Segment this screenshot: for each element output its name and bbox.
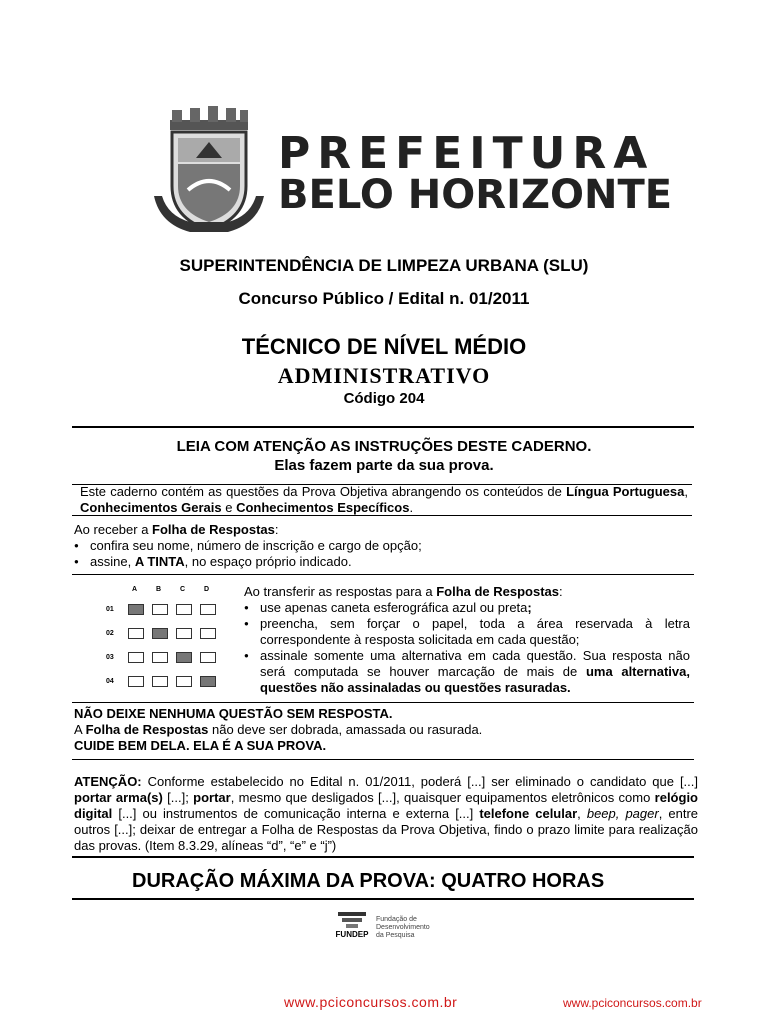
- answer-bubble: [176, 652, 192, 663]
- answer-bubble: [200, 652, 216, 663]
- divider: [72, 426, 694, 428]
- list-item: ● assine, A TINTA, no espaço próprio indicado.: [74, 554, 684, 570]
- position-code: Código 204: [343, 390, 425, 407]
- duration-notice: DURAÇÃO MÁXIMA DA PROVA: QUATRO HORAS: [132, 870, 605, 892]
- answer-bubble: [200, 676, 216, 687]
- answer-bubble: [176, 604, 192, 615]
- list-item: ● assinale somente uma alternativa em cada questão. Sua resposta não será computada se houver marcação de mais de uma alternativa, questões não assinaladas ou questões rasuradas.: [244, 648, 690, 696]
- logo-line2: BELO HORIZONTE: [278, 172, 673, 218]
- grid-letter: D: [204, 586, 210, 593]
- attention-paragraph: ATENÇÃO: Conforme estabelecido no Edital n. 01/2011, poderá [...] ser eliminado o candidato que [...] portar arma(s) [...]; portar, mesmo que desligados [...], quaisquer equipamentos eletrônicos como relógio digital [...] ou instrumentos de comunicação interna e externa [...] telefone celular, beep, pager, entre outros [...]; deixar de entregar a Folha de Respostas da Prova Objetiva, findo o prazo limite para realização das provas. (Item 8.3.29, alíneas “d”, “e” e “j”): [74, 774, 699, 853]
- content-text: Este caderno contém as questões da Prova Objetiva abrangendo os conteúdos de Língua Portuguesa, Conhecimentos Gerais e Conhecimentos Específicos.: [80, 484, 688, 515]
- divider: [72, 759, 694, 760]
- warnings: NÃO DEIXE NENHUMA QUESTÃO SEM RESPOSTA. A Folha de Respostas não deve ser dobrada, amassada ou rasurada. CUIDE BEM DELA. ELA É A SUA PROVA.: [74, 706, 483, 753]
- answer-bubble: [128, 676, 144, 687]
- answer-bubble: [152, 604, 168, 615]
- divider: [72, 856, 694, 858]
- contest-title: Concurso Público / Edital n. 01/2011: [238, 289, 530, 308]
- receive-section: Ao receber a Folha de Respostas: ● confira seu nome, número de inscrição e cargo de opção; ● assine, A TINTA, no espaço próprio indicado.: [74, 522, 684, 570]
- position-subtitle: ADMINISTRATIVO: [277, 363, 491, 388]
- list-item: ● preencha, sem forçar o papel, toda a área reservada à letra correspondente à resposta solicitada em cada questão;: [244, 616, 690, 648]
- logo-line1: PREFEITURA: [278, 128, 655, 179]
- grid-letter: B: [156, 586, 162, 593]
- answer-bubble: [152, 628, 168, 639]
- org-name: SUPERINTENDÊNCIA DE LIMPEZA URBANA (SLU): [179, 256, 589, 275]
- answer-sheet-example: [106, 586, 226, 696]
- transfer-section: Ao transferir as respostas para a Folha de Respostas: ● use apenas caneta esferográfica azul ou preta; ● preencha, sem forçar o papel, toda a área reservada à letra correspondente à resposta solicitada em cada questão; ● assinale somente uma alternativa em cada questão. Sua resposta não será computada se houver marcação de mais de uma alternativa, questões não assinaladas ou questões rasuradas.: [244, 584, 690, 696]
- answer-bubble: [200, 604, 216, 615]
- answer-bubble: [200, 628, 216, 639]
- list-item: ● use apenas caneta esferográfica azul ou preta;: [244, 600, 690, 616]
- grid-row-number: 01: [106, 606, 114, 613]
- grid-row-number: 02: [106, 630, 114, 637]
- answer-bubble: [152, 652, 168, 663]
- footer-url-right[interactable]: www.pciconcursos.com.br: [563, 996, 702, 1010]
- fundep-name: FUNDEP: [335, 930, 369, 939]
- footer-url[interactable]: www.pciconcursos.com.br: [284, 994, 458, 1010]
- answer-bubble: [176, 628, 192, 639]
- answer-bubble: [128, 652, 144, 663]
- divider: [72, 898, 694, 900]
- answer-bubble: [128, 628, 144, 639]
- divider: [72, 702, 694, 703]
- fundep-description: Fundação de Desenvolvimento da Pesquisa: [376, 916, 430, 939]
- grid-row-number: 04: [106, 678, 114, 685]
- grid-letter: A: [132, 586, 138, 593]
- divider: [72, 574, 694, 575]
- position-title: TÉCNICO DE NÍVEL MÉDIO: [241, 334, 527, 359]
- instructions-heading: LEIA COM ATENÇÃO AS INSTRUÇÕES DESTE CADERNO.: [176, 438, 592, 455]
- answer-bubble: [176, 676, 192, 687]
- instructions-subheading: Elas fazem parte da sua prova.: [274, 457, 494, 474]
- answer-bubble: [128, 604, 144, 615]
- grid-row-number: 03: [106, 654, 114, 661]
- answer-bubble: [152, 676, 168, 687]
- coat-of-arms-logo: [150, 106, 268, 238]
- list-item: ● confira seu nome, número de inscrição e cargo de opção;: [74, 538, 684, 554]
- grid-letter: C: [180, 586, 186, 593]
